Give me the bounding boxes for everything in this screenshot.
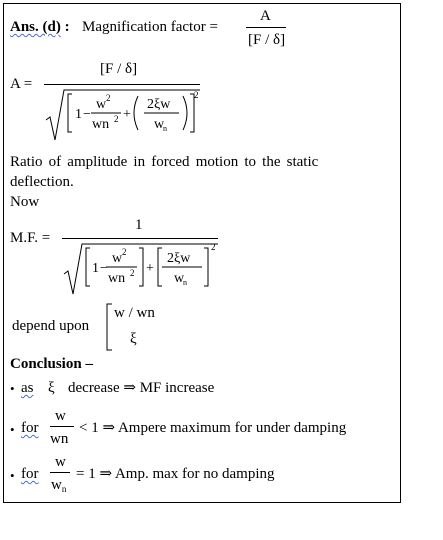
formula-a-plus: + — [123, 107, 131, 122]
conclusion-2-fraction-bar — [50, 426, 74, 427]
magnification-label: Magnification factor = — [82, 19, 218, 35]
deflection-text: deflection. — [10, 174, 74, 190]
formula-a-wn: w — [154, 117, 165, 132]
conclusion-2-num: w — [55, 408, 66, 424]
conclusion-heading: Conclusion – — [10, 356, 93, 372]
mag-fraction-bar — [246, 27, 286, 28]
formula-mf-2xiw: 2ξw — [167, 251, 191, 266]
formula-mf-numerator: 1 — [135, 217, 143, 233]
formula-a-2xiw: 2ξw — [147, 97, 171, 112]
formula-a-outer-exp: 2 — [194, 90, 199, 100]
mag-denominator: [F / δ] — [248, 32, 286, 48]
conclusion-1-word: as — [21, 380, 34, 396]
answer-prefix — [10, 20, 70, 35]
bullet-2: • — [10, 422, 15, 437]
formula-mf-denominator — [62, 240, 222, 300]
conclusion-3-fraction-bar — [50, 472, 70, 473]
depend-label: depend upon — [12, 318, 90, 334]
formula-mf-wn2: wn — [108, 271, 126, 286]
conclusion-1-text: decrease ⇒ MF increase — [68, 380, 215, 396]
conclusion-2-den: wn — [50, 431, 69, 447]
conclusion-1-xi: ξ — [48, 380, 55, 396]
formula-a-minus: − — [83, 107, 91, 122]
formula-mf-one: 1 — [92, 261, 99, 276]
bullet-3: • — [10, 468, 15, 483]
formula-a-numerator: [F / δ] — [100, 61, 138, 77]
formula-a-w2-exp: 2 — [106, 93, 111, 103]
formula-a-wn2: wn — [92, 117, 110, 132]
depend-bracket — [104, 302, 114, 352]
answer-colon: : — [60, 19, 70, 35]
formula-mf-wn2-exp: 2 — [130, 268, 135, 278]
formula-a-w2: w — [96, 97, 107, 112]
formula-mf-w2: w — [112, 251, 123, 266]
conclusion-3-text: = 1 ⇒ Amp. max for no damping — [76, 466, 275, 482]
mag-numerator: A — [260, 8, 271, 24]
formula-mf-wn: w — [174, 271, 185, 286]
conclusion-3-word: for — [21, 466, 39, 482]
formula-mf-lhs: M.F. = — [10, 230, 51, 246]
formula-mf-plus: + — [146, 261, 154, 276]
depend-item-ratio: w / wn — [114, 305, 155, 321]
conclusion-2-word: for — [21, 420, 39, 436]
formula-a-lhs: A = — [10, 76, 33, 92]
conclusion-3-den-w: w — [51, 477, 62, 493]
answer-option: Ans. (d) — [10, 19, 61, 35]
formula-mf-wn-sub: n — [183, 278, 187, 287]
ratio-text: Ratio of amplitude in forced motion to the static — [10, 154, 319, 170]
conclusion-2-text: < 1 ⇒ Ampere maximum for under damping — [79, 420, 347, 436]
formula-a-fraction-bar — [44, 84, 200, 85]
formula-mf-w2-exp: 2 — [122, 247, 127, 257]
formula-a-wn-sub: n — [163, 124, 167, 133]
conclusion-3-den — [51, 478, 66, 493]
conclusion-3-num: w — [55, 454, 66, 470]
conclusion-3-den-sub: n — [61, 484, 67, 494]
formula-mf-outer-exp: 2 — [211, 242, 216, 252]
depend-item-xi: ξ — [130, 331, 137, 347]
formula-mf-fraction-bar — [62, 238, 218, 239]
formula-mf-minus: − — [100, 261, 108, 276]
formula-a-wn2-exp: 2 — [114, 114, 119, 124]
formula-a-one: 1 — [75, 107, 82, 122]
now-text: Now — [10, 194, 40, 210]
bullet-1: • — [10, 381, 15, 396]
formula-a-denominator — [44, 86, 204, 146]
